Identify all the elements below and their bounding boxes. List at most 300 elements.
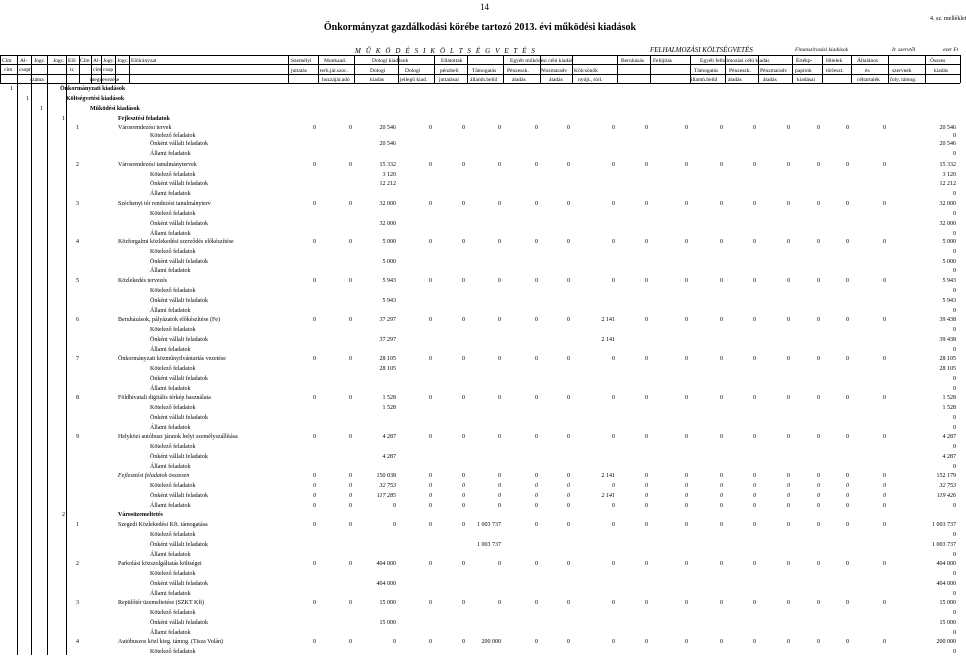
column-header: Dologi kiadások [372,58,409,64]
cell-value: 0 [349,125,352,131]
row-label: Önként vállalt feladatok [150,542,208,548]
column-header: átadás [728,77,742,83]
cell-value: 0 [535,561,538,567]
grid-line [31,83,32,655]
cell-value: 0 [429,473,432,479]
cell-value: 0 [953,376,956,382]
cell-value: 0 [349,317,352,323]
cell-value: 32 000 [379,221,396,227]
grid-line [617,55,618,83]
row-label: Állami feladatok [150,552,191,558]
cell-value: 0 [462,278,465,284]
cell-value: 0 [313,483,316,489]
cell-value: 0 [349,162,352,168]
row-label: 6 [76,317,79,323]
cell-value: 0 [612,483,615,489]
cell-value: 0 [720,434,723,440]
cell-value: 0 [787,278,790,284]
grid-line [0,55,1,83]
cell-value: 0 [753,434,756,440]
cell-value: 0 [313,473,316,479]
cell-value: 0 [883,522,886,528]
row-label: Városrendezési tanulmánytervek [118,162,197,168]
row-label: Önként vállalt feladatok [150,221,208,227]
column-header: Pénzeszk. [507,68,529,74]
cell-value: 0 [753,473,756,479]
mukodesi-header: M Ű K Ö D É S I K Ö L T S É G V E T É S [355,47,537,55]
cell-value: 0 [953,308,956,314]
cell-value: 0 [953,415,956,421]
cell-value: 5 000 [942,259,956,265]
cell-value: 0 [685,600,688,606]
cell-value: 0 [498,201,501,207]
column-header: juttatás [291,68,307,74]
cell-value: 0 [535,503,538,509]
column-header: Előirányzat [131,58,157,64]
column-header: Ellátottak [441,58,463,64]
row-label: 1 [10,86,13,92]
cell-value: 0 [429,600,432,606]
cell-value: 0 [313,356,316,362]
cell-value: 0 [953,268,956,274]
column-header: Al- [20,58,28,64]
cell-value: 0 [498,162,501,168]
column-header: papírok [795,68,812,74]
cell-value: 0 [846,522,849,528]
cell-value: 0 [612,639,615,645]
cell-value: 5 000 [382,259,396,265]
row-label: Költségvetési kiadások [66,96,125,102]
row-label: 2 [76,162,79,168]
cell-value: 404 000 [936,581,956,587]
cell-value: 0 [685,317,688,323]
cell-value: 0 [817,162,820,168]
cell-value: 0 [313,600,316,606]
cell-value: 0 [953,151,956,157]
grid-line [758,55,759,83]
row-label: Városüzemeltetés [118,512,163,518]
cell-value: 0 [498,503,501,509]
cell-value: 0 [817,317,820,323]
cell-value: 0 [349,278,352,284]
cell-value: 0 [846,503,849,509]
cell-value: 0 [535,473,538,479]
cell-value: 0 [429,125,432,131]
cell-value: 404 000 [376,581,396,587]
cell-value: 15 000 [939,620,956,626]
cell-value: 0 [787,434,790,440]
row-label: Kötelező feladatok [150,288,196,294]
cell-value: 0 [817,522,820,528]
cell-value: 0 [720,317,723,323]
cell-value: 119 426 [936,493,956,499]
row-label: 5 [76,278,79,284]
cell-value: 2 141 [601,337,615,343]
cell-value: 0 [567,317,570,323]
cell-value: 0 [612,395,615,401]
row-label: Önként vállalt feladatok [150,181,208,187]
cell-value: 0 [720,201,723,207]
row-label: Önkormányzati kiadások [60,86,126,92]
column-header: nyújt., törl. [578,77,603,83]
column-header: Támogatás [472,68,497,74]
cell-value: 0 [883,395,886,401]
grid-line [129,55,130,83]
column-header: Jogc. [103,58,115,64]
cell-value: 0 [612,434,615,440]
cell-value: 0 [953,610,956,616]
column-header: Cím [2,58,12,64]
cell-value: 0 [535,356,538,362]
cell-value: 404 000 [936,561,956,567]
row-label: Állami feladatok [150,630,191,636]
grid-line [17,83,18,655]
column-header: száma [30,77,44,83]
grid-line [0,74,960,75]
grid-line [47,55,48,83]
row-label: Állami feladatok [150,151,191,157]
row-label: 4 [76,239,79,245]
cell-value: 0 [953,133,956,139]
row-label: Kötelező feladatok [150,610,196,616]
cell-value: 0 [498,239,501,245]
page-title [0,22,960,33]
cell-value: 0 [953,503,956,509]
cell-value: 0 [953,630,956,636]
cell-value: 0 [817,493,820,499]
cell-value: 0 [753,356,756,362]
cell-value: 0 [953,532,956,538]
cell-value: 0 [846,395,849,401]
column-header: Cím [80,58,90,64]
annex-label: 4. sz. melléklet [930,16,966,22]
column-header: csopt [19,67,31,73]
cell-value: 0 [429,483,432,489]
grid-line [572,55,573,83]
cell-value: 0 [846,317,849,323]
row-label: 3 [76,600,79,606]
row-label: Kötelező feladatok [150,327,196,333]
cell-value: 200 000 [481,639,501,645]
cell-value: 0 [787,522,790,528]
cell-value: 0 [429,561,432,567]
row-label: Önként vállalt feladatok [150,141,208,147]
row-label: 3 [76,201,79,207]
row-label: Repülőtér üzemeltetése (SZKT Kft) [118,600,205,606]
row-label: Önként vállalt feladatok [150,454,208,460]
cell-value: 0 [313,522,316,528]
cell-value: 32 000 [379,201,396,207]
cell-value: 0 [846,278,849,284]
cell-value: 4 287 [942,434,956,440]
cell-value: 20 546 [939,141,956,147]
cell-value: 39 438 [939,317,956,323]
cell-value: 0 [685,473,688,479]
grid-line [66,83,67,655]
cell-value: 0 [753,561,756,567]
cell-value: 0 [429,201,432,207]
cell-value: 0 [753,503,756,509]
cell-value: 15 000 [379,620,396,626]
cell-value: 0 [685,639,688,645]
cell-value: 0 [883,600,886,606]
cell-value: 0 [846,473,849,479]
cell-value: 0 [567,639,570,645]
cell-value: 0 [462,522,465,528]
cell-value: 0 [787,483,790,489]
cell-value: 0 [349,434,352,440]
cell-value: 0 [953,327,956,333]
row-label: Kötelező feladatok [150,172,196,178]
cell-value: 0 [753,239,756,245]
cell-value: 0 [349,239,352,245]
cell-value: 0 [462,639,465,645]
cell-value: 28 105 [379,356,396,362]
cell-value: 0 [846,483,849,489]
column-header: juttatásai [439,77,459,83]
row-label: Önként vállalt feladatok [150,337,208,343]
cell-value: 0 [313,561,316,567]
cell-value: 0 [846,600,849,606]
cell-value: 0 [462,561,465,567]
cell-value: 0 [349,522,352,528]
cell-value: 0 [685,278,688,284]
cell-value: 0 [720,162,723,168]
row-label: Kötelező feladatok [150,249,196,255]
column-header: megnevezése [90,77,120,83]
cell-value: 0 [787,493,790,499]
column-header: Értékp- [796,58,813,64]
cell-value: 0 [612,278,615,284]
column-header: Támogatás [694,68,719,74]
row-label: Kötelező feladatok [150,571,196,577]
cell-value: 5 000 [942,239,956,245]
cell-value: 0 [645,434,648,440]
grid-line [503,55,504,83]
row-label: Kötelező feladatok [150,405,196,411]
cell-value: 0 [883,356,886,362]
cell-value: 0 [612,503,615,509]
cell-value: 0 [846,434,849,440]
grid-line [318,55,319,83]
cell-value: 0 [645,600,648,606]
cell-value: 0 [953,464,956,470]
cell-value: 0 [720,639,723,645]
cell-value: 0 [462,503,465,509]
ir-szervtol-header: Ir. szervtől [892,47,916,53]
cell-value: 0 [753,162,756,168]
cell-value: 0 [645,239,648,245]
cell-value: 0 [953,211,956,217]
title-line: Önkormányzat gazdálkodási körébe tartozó 2013. évi működési kiadások [323,22,637,33]
cell-value: 0 [645,356,648,362]
grid-line [888,55,889,83]
cell-value: 0 [612,162,615,168]
cell-value: 0 [612,600,615,606]
column-header: ir. [70,67,75,73]
cell-value: 0 [787,201,790,207]
cell-value: 0 [462,356,465,362]
cell-value: 0 [645,483,648,489]
cell-value: 1 528 [382,395,396,401]
cell-value: 0 [720,483,723,489]
cell-value: 0 [753,278,756,284]
cell-value: 32 000 [939,201,956,207]
cell-value: 0 [429,356,432,362]
cell-value: 0 [846,639,849,645]
cell-value: 0 [567,239,570,245]
cell-value: 0 [883,639,886,645]
row-label: Fejlesztési feladatok összesen [118,473,190,479]
cell-value: 0 [953,191,956,197]
row-label: Széchenyi tér rendezési tanulmányterv [118,201,211,207]
grid-line [398,55,399,83]
cell-value: 0 [645,561,648,567]
cell-value: 0 [462,600,465,606]
column-header: Jogc. [117,58,129,64]
row-label: Közlekedés tervezés [118,278,168,284]
cell-value: 0 [645,317,648,323]
row-label: Állami feladatok [150,425,191,431]
cell-value: 0 [462,434,465,440]
column-header: Dologi [370,68,386,74]
cell-value: 0 [567,395,570,401]
row-label: 1 [40,106,43,112]
cell-value: 37 297 [379,337,396,343]
cell-value: 2 141 [601,317,615,323]
cell-value: 0 [953,231,956,237]
cell-value: 0 [753,600,756,606]
cell-value: 5 943 [942,278,956,284]
cell-value: 0 [953,591,956,597]
cell-value: 0 [612,201,615,207]
cell-value: 0 [720,356,723,362]
cell-value: 0 [953,649,956,655]
cell-value: 0 [645,278,648,284]
cell-value: 0 [349,600,352,606]
cell-value: 0 [429,317,432,323]
cell-value: 0 [498,317,501,323]
cell-value: 0 [462,201,465,207]
cell-value: 32 753 [379,483,396,489]
cell-value: 0 [817,278,820,284]
cell-value: 0 [817,639,820,645]
cell-value: 0 [883,434,886,440]
cell-value: 5 943 [942,298,956,304]
row-label: Önként vállalt feladatok [150,620,208,626]
cell-value: 0 [883,483,886,489]
row-label: Állami feladatok [150,308,191,314]
cell-value: 0 [462,125,465,131]
cell-value: 200 000 [936,639,956,645]
cell-value: 0 [313,278,316,284]
cell-value: 0 [429,493,432,499]
cell-value: 0 [883,162,886,168]
cell-value: 0 [846,239,849,245]
cell-value: 0 [645,522,648,528]
cell-value: 0 [753,493,756,499]
cell-value: 0 [883,493,886,499]
cell-value: 0 [462,395,465,401]
column-header: Egyéb felhalmozási célú kiadás [700,58,770,64]
column-header: cím [93,67,102,73]
cell-value: 0 [685,493,688,499]
cell-value: 12 212 [379,181,396,187]
cell-value: 0 [612,561,615,567]
cell-value: 15 332 [939,162,956,168]
cell-value: 0 [462,483,465,489]
column-header: szervnek [892,68,912,74]
cell-value: 0 [535,395,538,401]
cell-value: 0 [953,249,956,255]
cell-value: 5 943 [382,298,396,304]
cell-value: 28 105 [939,366,956,372]
grid-line [47,83,48,655]
column-header: Kölcsönök [574,68,598,74]
cell-value: 0 [817,561,820,567]
cell-value: 0 [535,125,538,131]
row-label: Önként vállalt feladatok [150,259,208,265]
cell-value: 0 [498,561,501,567]
cell-value: 152 179 [936,473,956,479]
ezer-ft-label: ezer Ft [943,47,959,53]
row-label: 9 [76,434,79,440]
column-header: Általános [857,58,879,64]
felhalmozasi-header: FELHALMOZÁSI KÖLTSÉGVETÉS [650,46,753,54]
cell-value: 15 000 [379,600,396,606]
row-label: Állami feladatok [150,191,191,197]
cell-value: 1 003 737 [477,522,501,528]
cell-value: 0 [685,162,688,168]
cell-value: 0 [462,239,465,245]
cell-value: 0 [720,561,723,567]
cell-value: 0 [535,639,538,645]
cell-value: 1 003 737 [932,522,956,528]
cell-value: 0 [429,395,432,401]
row-label: Fejlesztési feladatok [118,116,170,122]
column-header: céltartalék [857,77,880,83]
cell-value: 0 [645,395,648,401]
row-label: Önként vállalt feladatok [150,376,208,382]
cell-value: 0 [645,503,648,509]
cell-value: 0 [787,561,790,567]
cell-value: 0 [883,317,886,323]
cell-value: 0 [645,639,648,645]
cell-value: 0 [567,483,570,489]
cell-value: 0 [787,162,790,168]
cell-value: 0 [953,552,956,558]
column-header: Pénzeszk. [729,68,751,74]
grid-line [792,55,793,83]
cell-value: 0 [349,201,352,207]
row-label: Önkormányzati közműnyilvántartás vezetése [118,356,226,362]
cell-value: 0 [817,473,820,479]
cell-value: 0 [535,317,538,323]
cell-value: 0 [498,483,501,489]
row-label: Állami feladatok [150,386,191,392]
cell-value: 1 528 [942,405,956,411]
cell-value: 0 [846,356,849,362]
cell-value: 15 332 [379,162,396,168]
cell-value: 0 [787,473,790,479]
cell-value: 4 287 [382,454,396,460]
finanszirozasi-header: Finanszírozási kiadások [795,47,849,53]
cell-value: 0 [567,473,570,479]
column-header: Dologi [405,68,421,74]
cell-value: 0 [817,503,820,509]
grid-line [0,64,960,65]
cell-value: 0 [645,162,648,168]
